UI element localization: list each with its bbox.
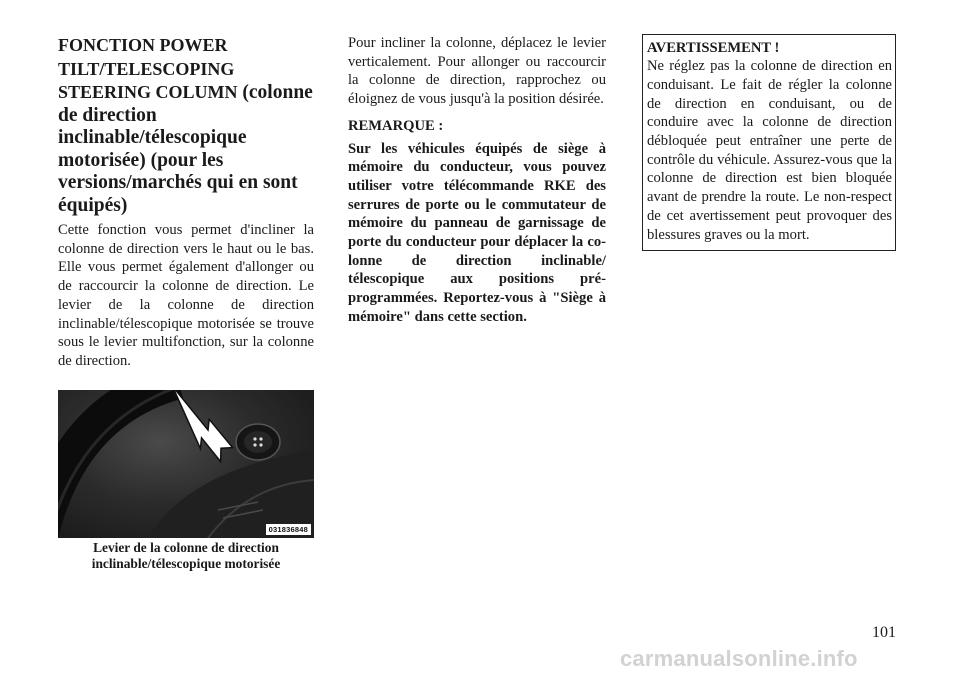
column-3 xyxy=(642,34,896,251)
note-text: Sur les véhicules équipés de siège à mémoire du conducteur, vous pouvez utiliser votre télécommande RKE des serrures de porte ou le commutateur de mémoire du panneau de garnissage de porte du conducteur pour déplacer la colonne de direction inclinable/ télescopique aux positions préprogrammées. Reportez-vous à "Siège à mémoire" dans cette section. xyxy=(348,140,606,325)
figure-code: 031836848 xyxy=(266,524,311,535)
warning-text: Ne réglez pas la colonne de direction en conduisant. Le fait de régler la colonne de direction en conduisant, ou de conduire avec la colonne de direction débloquée peut entraîner une perte de contrôle du véhicule. Assurez-vous que la colonne de direction est bien bloquée avant de prendre la route. Le non-respect de cet avertissement peut provoquer des blessures graves ou la mort. xyxy=(647,58,892,243)
page-number: 101 xyxy=(872,624,896,641)
steering-column-photo xyxy=(58,390,314,538)
column-1 xyxy=(58,34,314,573)
intro-paragraph: Cette fonction vous permet d'incliner la colonne de direction vers le haut ou le bas. Elle vous permet également d'allonger ou de raccourcir la colonne de direction. Le levier de la colonne de direction inclinable/télescopique motorisée se trouve sous le levier multifonction, sur la colonne de direction. xyxy=(58,222,314,369)
watermark: carmanualsonline.info xyxy=(620,646,858,671)
steering-wheel-rim xyxy=(58,390,178,538)
heading-caps: FONCTION POWER TILT/TELESCOPING STEERING COLUMN xyxy=(58,35,238,102)
column-2 xyxy=(348,34,606,327)
photo-illustration xyxy=(58,390,314,538)
warning-title: AVERTISSEMENT ! xyxy=(647,40,780,56)
lever-icon xyxy=(236,424,280,460)
adjust-paragraph: Pour incliner la colonne, déplacez le levier verticalement. Pour allonger ou raccourcir la colonne de direction, rapprochez ou éloignez de vous jusqu'à la position désirée. xyxy=(348,35,606,108)
figure-caption: Levier de la colonne de direction inclinable/télescopique motorisée xyxy=(91,539,281,572)
warning-box xyxy=(642,34,896,251)
heading-subtitle: (colonne de direction inclinable/télescopique motorisée) (pour les versions/marchés qui en sont équipés) xyxy=(58,82,313,216)
note-title: REMARQUE : xyxy=(348,117,444,134)
section-heading xyxy=(58,34,314,217)
